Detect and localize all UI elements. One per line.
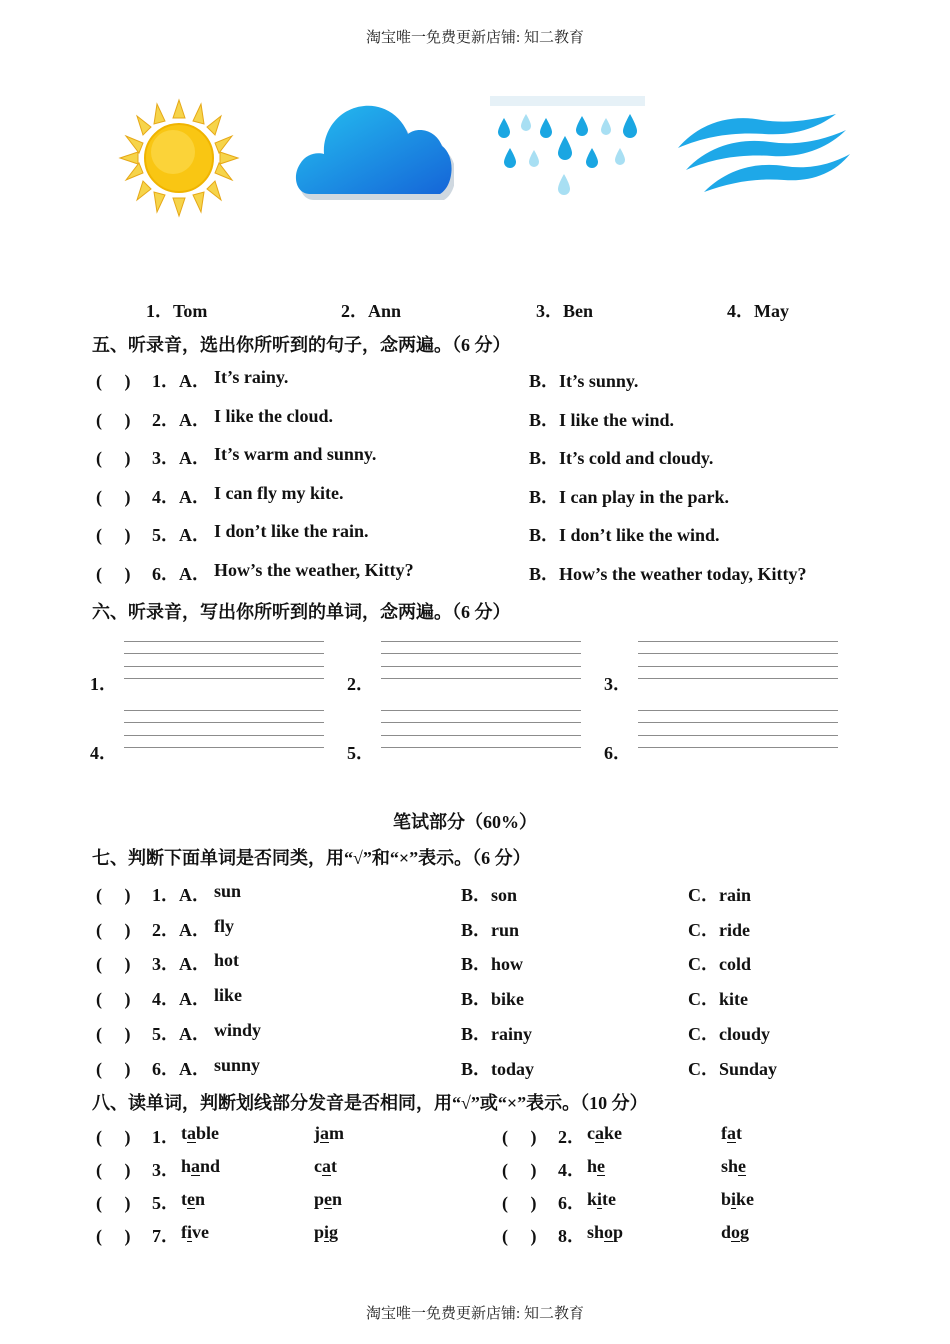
word-part: b — [721, 1189, 732, 1209]
underlined-part: e — [597, 1156, 606, 1176]
written-part-title: 笔试部分（60%） — [393, 812, 537, 832]
word-part: ble — [196, 1123, 220, 1143]
underlined-part: e — [738, 1156, 747, 1176]
rain-icon — [490, 96, 645, 204]
word-part: t — [181, 1189, 187, 1209]
answer-paren[interactable]: ( ) — [96, 1059, 131, 1079]
question-number: 8． — [558, 1226, 585, 1246]
option-c: C．kite — [688, 989, 748, 1009]
option-b: B．It’s sunny. — [529, 371, 639, 391]
question-number: 2．A． — [152, 410, 210, 430]
word-2 — [721, 1189, 754, 1210]
question-number: 5． — [152, 1193, 179, 1213]
underlined-part: o — [604, 1222, 614, 1242]
answer-paren[interactable]: ( ) — [96, 989, 131, 1009]
question-number: 5．A． — [152, 1024, 210, 1044]
question-number: 3． — [152, 1160, 179, 1180]
underlined-part: a — [727, 1123, 736, 1143]
word-2 — [721, 1123, 742, 1144]
question-number: 2．A． — [152, 920, 210, 940]
writing-lines-6[interactable] — [638, 710, 838, 747]
picture-name-2: 2．Ann — [341, 301, 402, 321]
answer-paren[interactable]: ( ) — [96, 885, 131, 905]
word-part: j — [314, 1123, 320, 1143]
question-number: 1．A． — [152, 371, 210, 391]
word-part: sh — [587, 1222, 605, 1242]
cloud-icon — [292, 102, 454, 202]
writing-lines-2[interactable] — [381, 641, 581, 678]
writing-lines-3[interactable] — [638, 641, 838, 678]
section-8-title: 八、读单词，判断划线部分发音是否相同，用“√”或“×”表示。（10 分） — [92, 1093, 648, 1113]
option-c: C．ride — [688, 920, 750, 940]
word-part: t — [181, 1123, 187, 1143]
underlined-part: e — [324, 1189, 333, 1209]
option-a: It’s warm and sunny. — [214, 444, 377, 464]
answer-paren[interactable]: ( ) — [502, 1226, 537, 1246]
answer-paren[interactable]: ( ) — [96, 954, 131, 974]
word-part: te — [602, 1189, 617, 1209]
underlined-part: i — [597, 1189, 603, 1209]
answer-paren[interactable]: ( ) — [96, 371, 131, 391]
option-b: B．run — [461, 920, 520, 940]
underlined-part: a — [191, 1156, 201, 1176]
question-number: 7． — [152, 1226, 179, 1246]
write-label-4: 4． — [90, 743, 117, 763]
word-part: ke — [604, 1123, 622, 1143]
answer-paren[interactable]: ( ) — [502, 1193, 537, 1213]
word-part: c — [587, 1123, 595, 1143]
question-number: 4．A． — [152, 487, 210, 507]
answer-paren[interactable]: ( ) — [502, 1160, 537, 1180]
word-part: sh — [721, 1156, 739, 1176]
writing-lines-5[interactable] — [381, 710, 581, 747]
underlined-part: a — [320, 1123, 329, 1143]
underlined-part: i — [187, 1222, 193, 1242]
picture-name-1: 1．Tom — [146, 301, 208, 321]
answer-paren[interactable]: ( ) — [96, 525, 131, 545]
answer-paren[interactable]: ( ) — [96, 487, 131, 507]
section-6-title: 六、听录音，写出你所听到的单词，念两遍。（6 分） — [92, 602, 511, 622]
underlined-part: o — [731, 1222, 741, 1242]
word-2 — [314, 1222, 338, 1243]
word-part: c — [314, 1156, 322, 1176]
word-part: p — [613, 1222, 624, 1242]
answer-paren[interactable]: ( ) — [96, 1226, 131, 1246]
option-a: hot — [214, 950, 240, 970]
word-part: nd — [200, 1156, 221, 1176]
word-2 — [314, 1156, 337, 1177]
option-a: It’s rainy. — [214, 367, 289, 387]
underlined-part: i — [731, 1189, 737, 1209]
answer-paren[interactable]: ( ) — [502, 1127, 537, 1147]
word-part: f — [181, 1222, 187, 1242]
word-part: n — [332, 1189, 343, 1209]
word-part: t — [331, 1156, 337, 1176]
underlined-part: i — [324, 1222, 330, 1242]
question-number: 5．A． — [152, 525, 210, 545]
word-part: f — [721, 1123, 727, 1143]
answer-paren[interactable]: ( ) — [96, 1127, 131, 1147]
question-number: 6．A． — [152, 564, 210, 584]
picture-name-3: 3．Ben — [536, 301, 594, 321]
option-b: B．I like the wind. — [529, 410, 675, 430]
option-b: B．today — [461, 1059, 535, 1079]
word-part: g — [329, 1222, 339, 1242]
word-part: ke — [736, 1189, 755, 1209]
option-a: windy — [214, 1020, 262, 1040]
word-1 — [587, 1123, 622, 1144]
answer-paren[interactable]: ( ) — [96, 920, 131, 940]
word-1 — [181, 1156, 220, 1177]
option-c: C．cold — [688, 954, 751, 974]
option-a: like — [214, 985, 243, 1005]
option-a: How’s the weather, Kitty? — [214, 560, 414, 580]
answer-paren[interactable]: ( ) — [96, 448, 131, 468]
option-a: I can fly my kite. — [214, 483, 344, 503]
word-1 — [181, 1222, 209, 1243]
question-number: 4．A． — [152, 989, 210, 1009]
option-b: B．rainy — [461, 1024, 533, 1044]
word-part: m — [329, 1123, 344, 1143]
section-5-title: 五、听录音，选出你所听到的句子，念两遍。（6 分） — [92, 335, 511, 355]
word-part: p — [314, 1222, 325, 1242]
option-a: sun — [214, 881, 242, 901]
page-header: 淘宝唯一免费更新店铺: 知二教育 — [366, 30, 584, 46]
word-part: h — [181, 1156, 192, 1176]
answer-paren[interactable]: ( ) — [96, 410, 131, 430]
word-1 — [587, 1156, 605, 1177]
question-number: 6．A． — [152, 1059, 210, 1079]
option-b: B．bike — [461, 989, 525, 1009]
writing-lines-4[interactable] — [124, 710, 324, 747]
option-a: I like the cloud. — [214, 406, 334, 426]
write-label-3: 3． — [604, 674, 631, 694]
option-a: fly — [214, 916, 234, 936]
word-1 — [181, 1123, 219, 1144]
word-part: g — [740, 1222, 750, 1242]
page-footer: 淘宝唯一免费更新店铺: 知二教育 — [366, 1306, 584, 1322]
option-b: B．It’s cold and cloudy. — [529, 448, 714, 468]
word-2 — [314, 1189, 342, 1210]
write-label-6: 6． — [604, 743, 631, 763]
word-part: d — [721, 1222, 732, 1242]
word-part: t — [736, 1123, 742, 1143]
option-b: B．how — [461, 954, 524, 974]
option-a: I don’t like the rain. — [214, 521, 369, 541]
underlined-part: a — [595, 1123, 604, 1143]
question-number: 4． — [558, 1160, 585, 1180]
picture-name-4: 4．May — [727, 301, 789, 321]
word-2 — [721, 1222, 749, 1243]
word-2 — [721, 1156, 746, 1177]
option-a: sunny — [214, 1055, 261, 1075]
writing-lines-1[interactable] — [124, 641, 324, 678]
write-label-5: 5． — [347, 743, 374, 763]
word-part: ve — [192, 1222, 210, 1242]
question-number: 3．A． — [152, 448, 210, 468]
word-part: p — [314, 1189, 325, 1209]
write-label-1: 1． — [90, 674, 117, 694]
section-7-title: 七、判断下面单词是否同类，用“√”和“×”表示。（6 分） — [92, 848, 531, 868]
question-number: 1． — [152, 1127, 179, 1147]
option-c: C．cloudy — [688, 1024, 771, 1044]
underlined-part: e — [187, 1189, 195, 1209]
option-c: C．rain — [688, 885, 751, 905]
option-b: B．How’s the weather today, Kitty? — [529, 564, 807, 584]
write-label-2: 2． — [347, 674, 374, 694]
answer-paren[interactable]: ( ) — [96, 1160, 131, 1180]
word-part: k — [587, 1189, 598, 1209]
word-1 — [181, 1189, 205, 1210]
question-number: 6． — [558, 1193, 585, 1213]
word-1 — [587, 1189, 616, 1210]
word-part: h — [587, 1156, 598, 1176]
option-b: B．I don’t like the wind. — [529, 525, 720, 545]
option-b: B．son — [461, 885, 518, 905]
word-part: n — [195, 1189, 206, 1209]
underlined-part: a — [322, 1156, 331, 1176]
underlined-part: a — [187, 1123, 196, 1143]
word-1 — [587, 1222, 623, 1243]
word-2 — [314, 1123, 344, 1144]
wind-icon — [676, 112, 852, 198]
option-c: C．Sunday — [688, 1059, 778, 1079]
answer-paren[interactable]: ( ) — [96, 564, 131, 584]
question-number: 2． — [558, 1127, 585, 1147]
question-number: 1．A． — [152, 885, 210, 905]
answer-paren[interactable]: ( ) — [96, 1193, 131, 1213]
sun-icon — [118, 98, 240, 218]
answer-paren[interactable]: ( ) — [96, 1024, 131, 1044]
question-number: 3．A． — [152, 954, 210, 974]
option-b: B．I can play in the park. — [529, 487, 730, 507]
